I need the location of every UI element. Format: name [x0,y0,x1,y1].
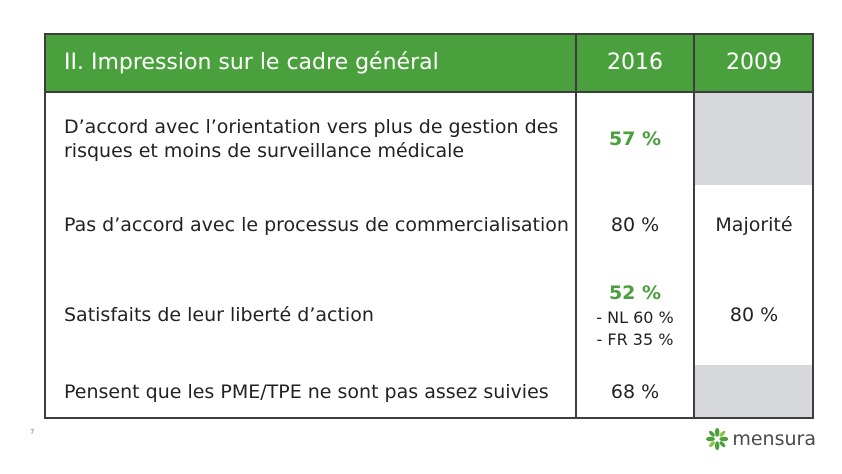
table-title [44,33,576,92]
mensura-logo [706,422,816,456]
value-2016-freedom-main: 52 % [608,282,662,304]
value-2016-freedom-fr: - FR 35 % [596,330,674,349]
value-2016-freedom-nl: - NL 60 % [596,308,674,327]
row-label-sme [44,365,576,419]
column-header-2016: 2016 [576,33,694,92]
row-label-text: Pensent que les PME/TPE ne sont pas assez suivies [64,381,549,403]
header-divider [44,91,814,93]
row-label-risk-management [44,92,576,185]
value-2016-commercialisation: 80 % [610,214,660,236]
value-2009-risk-management [694,92,814,185]
table-border-top [44,33,814,35]
logo-text: mensura [732,428,816,450]
table-border-bottom [44,417,814,419]
value-2009-freedom: 80 % [729,304,779,326]
row-label-freedom [44,265,576,365]
row-label-commercialisation [44,185,576,265]
row-label-text: Pas d’accord avec le processus de commercialisation [64,214,569,236]
row-label-text: Satisfaits de leur liberté d’action [64,304,374,326]
column-header-2009: 2009 [694,33,814,92]
table-title-text: II. Impression sur le cadre général [64,50,439,75]
leaf-icon [706,423,728,455]
page-number: 7 [30,428,35,436]
results-table [44,33,814,419]
value-2016-sme: 68 % [610,381,660,403]
value-2016-freedom [576,265,694,365]
value-2016-risk-management: 57 % [608,127,662,150]
row-label-text: D’accord avec l’orientation vers plus de gestion des risques et moins de surveillance médicale [64,115,559,162]
value-2009-sme [694,365,814,419]
value-2009-commercialisation: Majorité [715,214,793,236]
